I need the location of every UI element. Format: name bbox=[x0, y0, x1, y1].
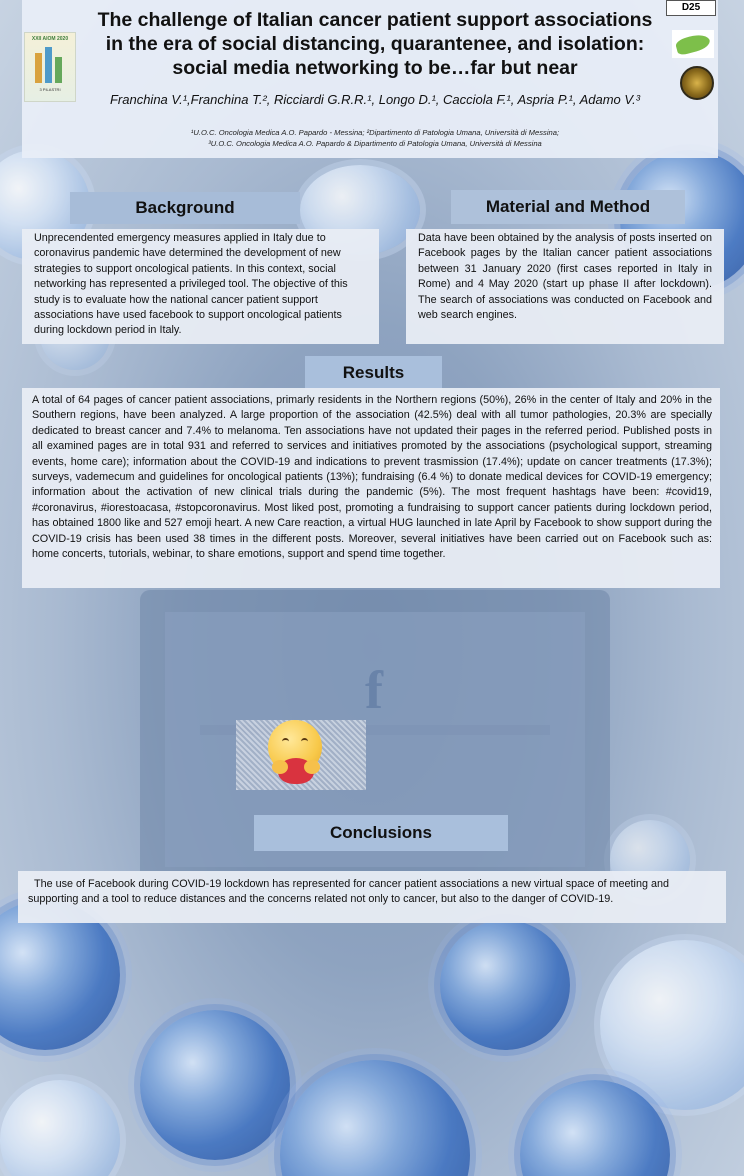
author-list: Franchina V.¹,Franchina T.², Ricciardi G.R.R.¹, Longo D.¹, Cacciola F.¹, Aspria P.¹, Adamo V.³ bbox=[109, 92, 641, 107]
title-line: in the era of social distancing, quarantenee, and isolation: bbox=[105, 33, 645, 55]
method-heading: Material and Method bbox=[451, 190, 685, 224]
emoji-eye bbox=[301, 738, 308, 745]
emoji-hand bbox=[272, 760, 288, 774]
emoji-eye bbox=[282, 738, 289, 745]
results-text: A total of 64 pages of cancer patient associations, primarly residents in the Northern regions (50%), 26% in the center of Italy and 20% in the Southern regions, have been analyzed. A large proportion of the association (42.5%) deal with all tumor pathologies, 20.3% are specially dedicated to breast cancer and 7.4% to melanoma. Ten associations have not updated their pages in the referred period. Published posts in all examined pages are in total 931 and referred to services and initiatives promoted by the associations (psychological support, streaming events, home care); information about the COVID-19 and indications to prevent trasmission (17.4%); update on cancer treatments (17.3%); surveys, vademecum and guidelines for oncological patients (13%); fundraising (6.4 %) to donate medical devices for COVID-19 emergency; information about the activation of new clinical trials during the pandemic (5%). The most frequent hashtags have been: #covid19, #coronavirus, #iorestoacasa, #stopcoronavirus. Most liked post, promoting a fundraising to support cancer patients during lockdown period, has obtained 1800 like and 527 emoji heart. A new Care reaction, a virtual HUG launched in late April by Facebook to show support during the COVID-19 crisis has been used 38 times in the different posts. Moreover, several initiatives have been carried out on Facebook such as: home concerts, tutorials, webinar, to share emotions, support and spend time together. bbox=[22, 388, 720, 588]
sicily-map-icon bbox=[675, 32, 712, 56]
results-heading: Results bbox=[305, 356, 442, 390]
logo-top-text: XXII AIOM 2020 bbox=[31, 36, 69, 42]
poster-title bbox=[70, 8, 680, 80]
title-line: The challenge of Italian cancer patient support associations bbox=[97, 9, 653, 31]
virus-illustration bbox=[280, 1060, 470, 1176]
poster-code-badge: D25 bbox=[666, 0, 716, 16]
emoji-hand bbox=[304, 760, 320, 774]
care-reaction-icon bbox=[268, 720, 324, 788]
virus-illustration bbox=[140, 1010, 290, 1160]
virus-illustration bbox=[440, 920, 570, 1050]
conclusions-text: The use of Facebook during COVID-19 lockdown has represented for cancer patient associations a new virtual space of meeting and supporting and a tool to reduce distances and the concerns related not only to cancer, but also to the danger of COVID-19. bbox=[18, 871, 726, 923]
affiliation-line: ³U.O.C. Oncologia Medica A.O. Papardo & Dipartimento di Patologia Umana, Università di Messina bbox=[208, 139, 542, 148]
logo-bottom-text: 3 PILASTRI bbox=[39, 87, 61, 92]
conclusions-heading: Conclusions bbox=[254, 815, 508, 851]
background-text: Unprecendented emergency measures applied in Italy due to coronavirus pandemic have determined the development of new strategies to support oncological patients. In this context, social networking has represented a privileged tool. The objective of this study is to evaluate how the national cancer patient support associations have used facebook to support oncological patients during lockdown period in Italy. bbox=[22, 229, 379, 344]
facebook-logo: f bbox=[365, 660, 383, 720]
method-text: Data have been obtained by the analysis of posts inserted on Facebook pages by the Italian cancer patient associations between 31 January 2020 (first cases reported in Italy in Rome) and 4 May 2020 (start up phase II after lockdown). The search of associations was conducted on Facebook and web search engines. bbox=[406, 229, 724, 344]
background-heading: Background bbox=[70, 192, 300, 224]
logo-pillar bbox=[45, 47, 52, 83]
logo-pillar bbox=[55, 57, 62, 83]
affiliation-line: ¹U.O.C. Oncologia Medica A.O. Papardo - Messina; ²Dipartimento di Patologia Umana, Università di Messina; bbox=[190, 128, 560, 137]
title-line: social media networking to be…far but near bbox=[172, 57, 578, 79]
affiliations bbox=[60, 127, 690, 149]
logo-pillar bbox=[35, 53, 42, 83]
virus-illustration bbox=[0, 1080, 120, 1176]
